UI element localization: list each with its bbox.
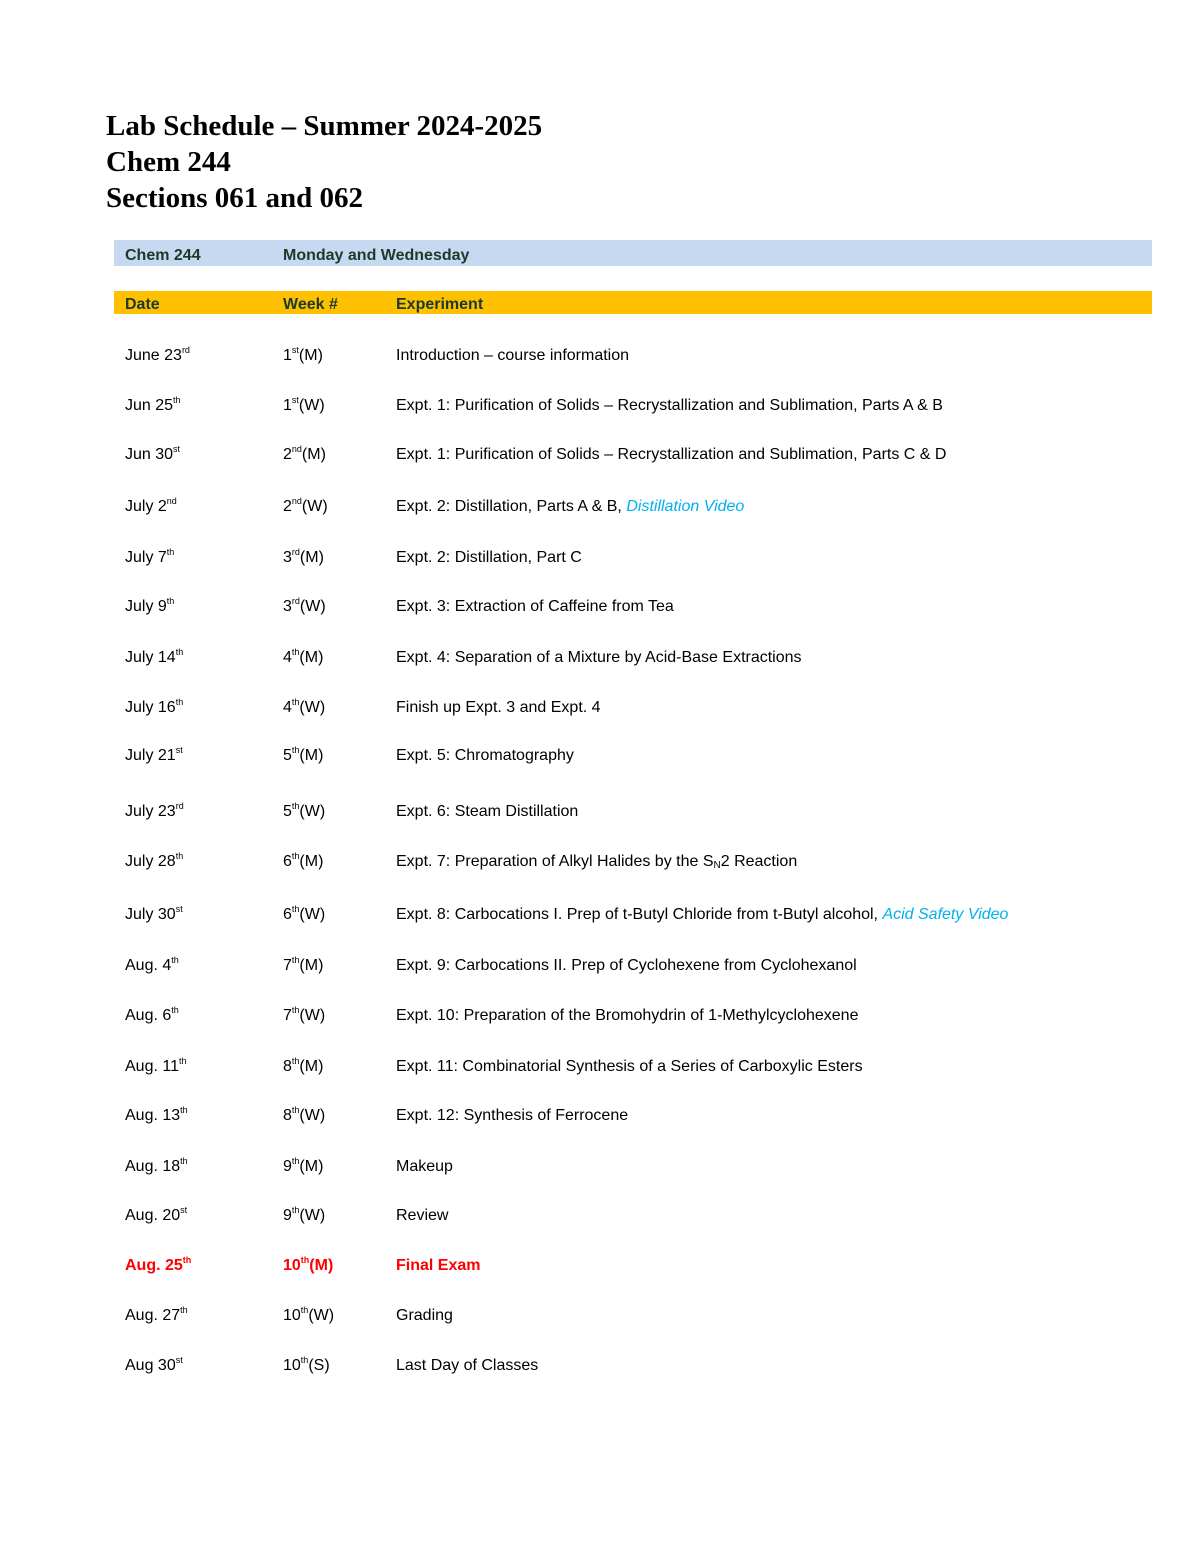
week-day: (W) [299, 803, 326, 820]
week-ordinal: th [291, 801, 300, 811]
week-day: (W) [301, 498, 328, 515]
row-date [125, 1157, 188, 1177]
week-day: (W) [299, 598, 326, 615]
row-week [283, 1206, 325, 1226]
week-number: 8 [283, 1107, 292, 1124]
experiment-text: Expt. 4: Separation of a Mixture by Acid-Base Extractions [396, 649, 802, 666]
row-date [125, 698, 183, 718]
week-day: (W) [299, 699, 326, 716]
week-ordinal: th [291, 647, 300, 657]
date-text: Aug. 25 [125, 1257, 183, 1274]
date-text: Aug. 20 [125, 1207, 181, 1224]
row-week [283, 956, 323, 976]
row-date [125, 1006, 179, 1026]
experiment-text: Expt. 11: Combinatorial Synthesis of a Series of Carboxylic Esters [396, 1058, 863, 1075]
week-ordinal: nd [291, 496, 302, 506]
date-ordinal: th [173, 395, 181, 405]
week-number: 4 [283, 649, 292, 666]
week-number: 1 [283, 347, 292, 364]
row-experiment [396, 1157, 453, 1177]
experiment-text: Expt. 1: Purification of Solids – Recrystallization and Sublimation, Parts A & B [396, 397, 943, 414]
week-ordinal: st [291, 395, 299, 405]
week-day: (M) [299, 853, 324, 870]
week-ordinal: th [291, 745, 300, 755]
week-number: 10 [283, 1307, 301, 1324]
date-ordinal: st [175, 745, 183, 755]
row-week [283, 1256, 333, 1276]
row-experiment [396, 548, 582, 568]
row-week [283, 802, 325, 822]
date-text: Jun 30 [125, 446, 174, 463]
experiment-text: Final Exam [396, 1257, 481, 1274]
date-ordinal: th [171, 1005, 179, 1015]
date-text: July 7 [125, 549, 167, 566]
date-ordinal: st [175, 1355, 183, 1365]
date-text: Jun 25 [125, 397, 174, 414]
column-header-week: Week # [283, 296, 338, 313]
video-link[interactable]: Distillation Video [626, 498, 745, 515]
experiment-text: Expt. 2: Distillation, Parts A & B, [396, 498, 627, 515]
week-ordinal: th [300, 1355, 309, 1365]
row-experiment [396, 852, 797, 872]
row-week [283, 648, 323, 668]
experiment-text: Makeup [396, 1158, 453, 1175]
week-number: 8 [283, 1058, 292, 1075]
week-day: (W) [299, 906, 326, 923]
row-week [283, 1306, 334, 1326]
row-date [125, 746, 183, 766]
row-week [283, 396, 325, 416]
experiment-text: Expt. 3: Extraction of Caffeine from Tea [396, 598, 674, 615]
week-number: 3 [283, 598, 292, 615]
experiment-text: Grading [396, 1307, 453, 1324]
course-title: Chem 244 [106, 146, 231, 178]
date-ordinal: th [166, 596, 175, 606]
row-date [125, 1256, 191, 1276]
experiment-text: Last Day of Classes [396, 1357, 539, 1374]
week-number: 10 [283, 1257, 301, 1274]
date-text: July 28 [125, 853, 176, 870]
row-experiment [396, 1106, 628, 1126]
week-day: (S) [308, 1357, 330, 1374]
row-date [125, 548, 174, 568]
week-number: 5 [283, 747, 292, 764]
week-number: 2 [283, 498, 292, 515]
date-ordinal: th [180, 1156, 188, 1166]
experiment-text: Expt. 10: Preparation of the Bromohydrin of 1-Methylcyclohexene [396, 1007, 859, 1024]
experiment-text: Expt. 12: Synthesis of Ferrocene [396, 1107, 629, 1124]
row-date [125, 1206, 187, 1226]
date-ordinal: th [171, 955, 179, 965]
row-date [125, 497, 177, 517]
date-ordinal: th [175, 647, 184, 657]
row-week [283, 346, 323, 366]
row-experiment [396, 1306, 453, 1326]
row-experiment [396, 1006, 858, 1026]
row-week [283, 445, 326, 465]
week-ordinal: nd [291, 444, 302, 454]
row-date [125, 1306, 188, 1326]
date-text: Aug. 4 [125, 957, 172, 974]
row-date [125, 648, 183, 668]
table-header-band [114, 291, 1152, 314]
experiment-text: Expt. 6: Steam Distillation [396, 803, 579, 820]
week-number: 9 [283, 1158, 292, 1175]
row-experiment [396, 746, 574, 766]
week-number: 7 [283, 957, 292, 974]
date-text: Aug 30 [125, 1357, 176, 1374]
week-number: 6 [283, 906, 292, 923]
date-ordinal: th [180, 1105, 188, 1115]
week-ordinal: rd [291, 547, 300, 557]
week-day: (M) [299, 1058, 324, 1075]
row-date [125, 1356, 183, 1376]
course-header-days: Monday and Wednesday [283, 247, 470, 264]
row-experiment [396, 1356, 538, 1376]
row-week [283, 905, 325, 925]
experiment-text-cont: 2 Reaction [720, 853, 798, 870]
date-text: Aug. 11 [125, 1058, 179, 1075]
row-date [125, 445, 180, 465]
week-number: 3 [283, 549, 292, 566]
date-ordinal: nd [166, 496, 177, 506]
week-day: (W) [308, 1307, 335, 1324]
row-week [283, 698, 325, 718]
row-week [283, 1356, 330, 1376]
page-title: Lab Schedule – Summer 2024-2025 [106, 110, 543, 142]
column-header-experiment: Experiment [396, 296, 484, 313]
week-number: 4 [283, 699, 292, 716]
date-text: July 23 [125, 803, 176, 820]
row-week [283, 548, 324, 568]
row-experiment [396, 802, 578, 822]
week-ordinal: st [291, 345, 299, 355]
experiment-text: Expt. 8: Carbocations I. Prep of t-Butyl Chloride from t-Butyl alcohol, [396, 906, 883, 923]
row-experiment [396, 445, 946, 465]
week-number: 9 [283, 1207, 292, 1224]
week-day: (W) [299, 1007, 326, 1024]
row-date [125, 1057, 186, 1077]
week-number: 5 [283, 803, 292, 820]
course-header-band [114, 240, 1152, 266]
row-experiment [396, 905, 1008, 925]
row-week [283, 1006, 325, 1026]
week-ordinal: th [291, 851, 300, 861]
date-text: July 30 [125, 906, 176, 923]
sections-title: Sections 061 and 062 [106, 182, 364, 214]
date-ordinal: th [182, 1255, 192, 1265]
week-number: 1 [283, 397, 292, 414]
experiment-text: Introduction – course information [396, 347, 630, 364]
row-date [125, 956, 179, 976]
week-ordinal: rd [291, 596, 300, 606]
experiment-text: Expt. 7: Preparation of Alkyl Halides by the S [396, 853, 714, 870]
row-experiment [396, 597, 674, 617]
date-ordinal: th [166, 547, 175, 557]
row-experiment [396, 1256, 480, 1276]
week-ordinal: th [291, 1005, 300, 1015]
week-number: 7 [283, 1007, 292, 1024]
row-week [283, 597, 326, 617]
date-text: July 21 [125, 747, 176, 764]
row-experiment [396, 648, 802, 668]
date-ordinal: rd [175, 801, 184, 811]
week-day: (M) [298, 347, 323, 364]
date-ordinal: th [178, 1056, 187, 1066]
date-ordinal: st [173, 444, 181, 454]
row-experiment [396, 698, 601, 718]
row-date [125, 396, 181, 416]
date-text: Aug. 6 [125, 1007, 172, 1024]
column-header-date: Date [125, 296, 160, 313]
experiment-text: Expt. 5: Chromatography [396, 747, 574, 764]
row-date [125, 346, 190, 366]
week-number: 2 [283, 446, 292, 463]
row-experiment [396, 1057, 863, 1077]
video-link[interactable]: Acid Safety Video [882, 906, 1009, 923]
date-text: July 2 [125, 498, 167, 515]
week-ordinal: th [291, 697, 300, 707]
row-experiment [396, 396, 943, 416]
week-day: (W) [298, 397, 325, 414]
date-ordinal: st [180, 1205, 188, 1215]
date-ordinal: th [175, 697, 184, 707]
date-ordinal: th [175, 851, 184, 861]
week-day: (W) [299, 1207, 326, 1224]
row-experiment [396, 497, 744, 517]
experiment-text: Expt. 2: Distillation, Part C [396, 549, 582, 566]
experiment-text: Expt. 9: Carbocations II. Prep of Cyclohexene from Cyclohexanol [396, 957, 857, 974]
week-ordinal: th [300, 1255, 310, 1265]
week-day: (W) [299, 1107, 326, 1124]
row-week [283, 1157, 323, 1177]
row-week [283, 497, 328, 517]
date-text: July 14 [125, 649, 176, 666]
date-text: July 16 [125, 699, 176, 716]
date-ordinal: st [175, 904, 183, 914]
row-date [125, 597, 174, 617]
week-day: (M) [299, 747, 324, 764]
row-date [125, 852, 183, 872]
experiment-text: Review [396, 1207, 449, 1224]
experiment-text: Expt. 1: Purification of Solids – Recrystallization and Sublimation, Parts C & D [396, 446, 947, 463]
week-ordinal: th [291, 904, 300, 914]
row-date [125, 905, 183, 925]
week-day: (M) [299, 1158, 324, 1175]
row-experiment [396, 956, 857, 976]
experiment-subscript: N [713, 860, 721, 871]
week-ordinal: th [291, 1056, 300, 1066]
date-text: Aug. 13 [125, 1107, 181, 1124]
week-ordinal: th [291, 1205, 300, 1215]
week-number: 6 [283, 853, 292, 870]
week-day: (M) [299, 649, 324, 666]
week-day: (M) [299, 957, 324, 974]
row-date [125, 1106, 188, 1126]
week-day: (M) [299, 549, 324, 566]
week-ordinal: th [291, 955, 300, 965]
row-week [283, 1106, 325, 1126]
date-text: July 9 [125, 598, 167, 615]
date-ordinal: th [180, 1305, 188, 1315]
date-ordinal: rd [181, 345, 190, 355]
week-day: (M) [301, 446, 326, 463]
week-day: (M) [309, 1257, 334, 1274]
date-text: Aug. 18 [125, 1158, 181, 1175]
week-ordinal: th [291, 1105, 300, 1115]
row-week [283, 1057, 323, 1077]
date-text: Aug. 27 [125, 1307, 181, 1324]
row-experiment [396, 346, 629, 366]
course-header-course: Chem 244 [125, 247, 201, 264]
row-week [283, 852, 323, 872]
row-experiment [396, 1206, 448, 1226]
experiment-text: Finish up Expt. 3 and Expt. 4 [396, 699, 601, 716]
week-ordinal: th [291, 1156, 300, 1166]
row-week [283, 746, 323, 766]
week-number: 10 [283, 1357, 301, 1374]
row-date [125, 802, 184, 822]
date-text: June 23 [125, 347, 182, 364]
week-ordinal: th [300, 1305, 309, 1315]
